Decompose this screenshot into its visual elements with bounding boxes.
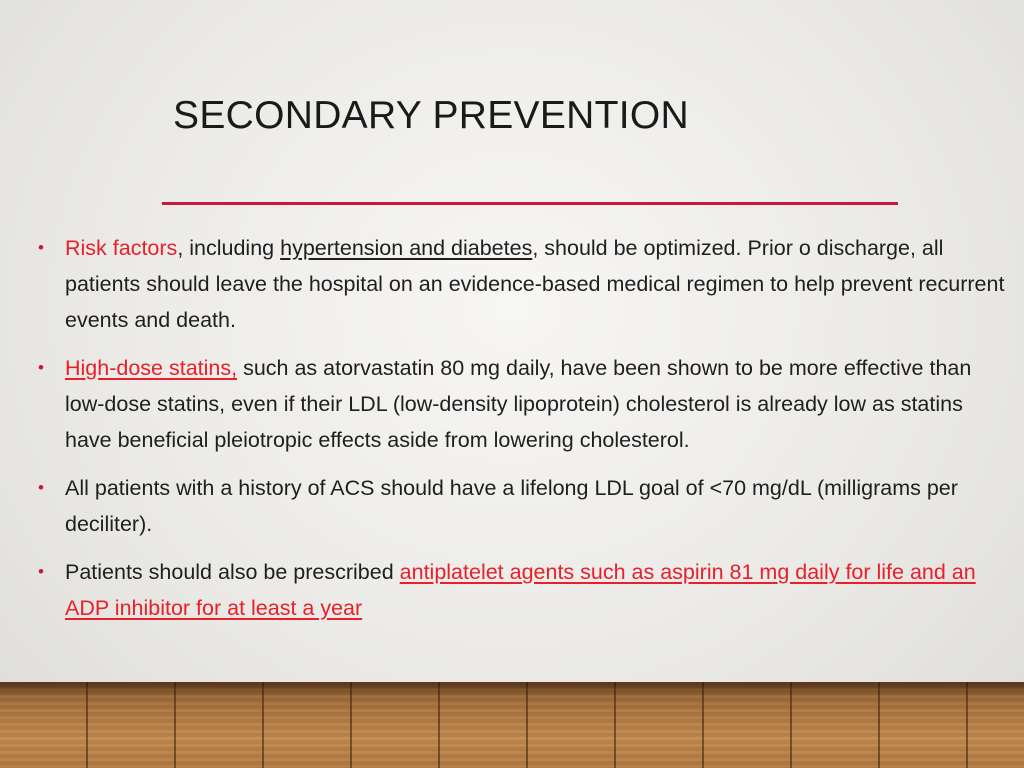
bullet-3-segment-1: All patients with a history of ACS should have a lifelong LDL goal of <70 mg/dL (milligrams per deciliter). [65, 476, 958, 536]
bullet-1-segment-2: , including [177, 236, 281, 260]
bullet-1-segment-1: Risk factors [65, 236, 178, 260]
bullet-2-segment-2: such as atorvastatin 80 mg daily, have been shown to be more effective than low-dose statins, even if their LDL (low-density lipoprotein) cholesterol is already low as statins have beneficial pleiotropic effects aside from lowering cholesterol. [65, 356, 972, 452]
bullet-marker: • [38, 238, 44, 257]
bullet-marker: • [38, 358, 44, 377]
title-underline-rule [162, 202, 898, 205]
bullet-2-segment-1: High-dose statins, [65, 356, 238, 380]
bullet-4-segment-1: Patients should also be prescribed [65, 560, 400, 584]
bullet-list [38, 230, 1006, 626]
bullet-4-segment-2: antiplatelet agents such as aspirin 81 mg daily for life and an ADP inhibitor for at least a year [65, 560, 976, 620]
floor-shadow [0, 682, 1024, 696]
bullet-marker: • [38, 478, 44, 497]
bullet-item-4 [38, 554, 1006, 626]
bullet-1-segment-4: , should be optimized. Prior o discharge, all patients should leave the hospital on an evidence-based medical regimen to help prevent recurrent events and death. [65, 236, 1005, 332]
bullet-item-3 [38, 470, 1006, 542]
bullet-marker: • [38, 562, 44, 581]
slide-title: SECONDARY PREVENTION [173, 94, 690, 137]
bullet-1-segment-3: hypertension and diabetes [280, 236, 533, 260]
bullet-item-1 [38, 230, 1006, 338]
bullet-item-2 [38, 350, 1006, 458]
